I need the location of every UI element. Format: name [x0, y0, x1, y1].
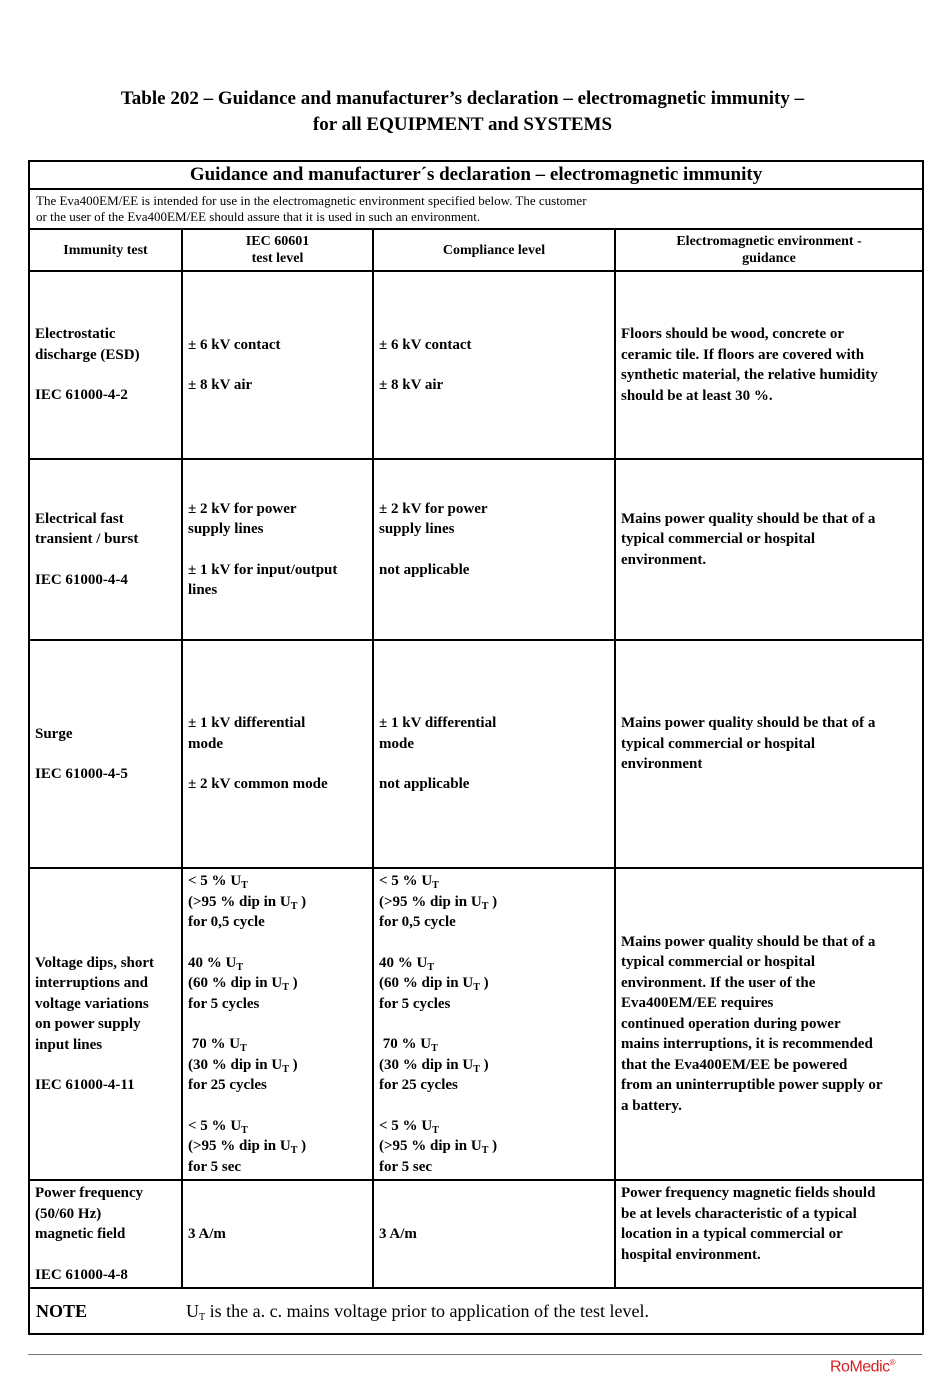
esd-test-line-1: Electrostatic [35, 326, 116, 343]
esd-test-standard: IEC 61000-4-2 [35, 387, 128, 404]
dips-comp-4-duration: for 5 sec [379, 1158, 433, 1175]
dips-comp-1-duration: for 0,5 cycle [379, 914, 456, 930]
esd-level-2: ± 8 kV air [188, 377, 253, 393]
dips-env-9: a battery. [621, 1097, 682, 1114]
intro-line-1: The Eva400EM/EE is intended for use in the electromagnetic environment specified below. The customer [36, 193, 587, 208]
iec-header-line-2: test level [251, 251, 304, 266]
eft-level-2b: lines [188, 582, 218, 598]
dips-level-2: 40 % $U_T$ [188, 954, 244, 973]
power-freq-env-2: be at levels characteristic of a typical [621, 1205, 857, 1222]
dips-test-line-4: on power supply [35, 1016, 141, 1032]
dips-test-line-2: interruptions and [35, 975, 148, 991]
esd-env-3: synthetic material, the relative humidity [621, 367, 878, 383]
power-freq-test-standard: IEC 61000-4-8 [35, 1266, 128, 1283]
intro-row [29, 189, 923, 229]
table-row-eft [29, 459, 923, 640]
note [29, 1288, 923, 1334]
dips-level-4-duration: for 5 sec [188, 1158, 242, 1175]
table-title-line-1: Table 202 – Guidance and manufacturer’s declaration – electromagnetic immunity – [120, 88, 805, 109]
dips-test-line-3: voltage variations [35, 995, 149, 1012]
power-freq-environment [615, 1180, 923, 1288]
dips-level-2-dip: (60 % dip in $U_T$ ) [188, 975, 298, 993]
iec-header-line-1: IEC 60601 [245, 234, 310, 249]
eft-env-3: environment. [621, 551, 707, 568]
surge-level-1a: ± 1 kV differential [188, 715, 306, 732]
eft-level-1b: supply lines [188, 521, 264, 537]
dips-test-line-1: Voltage dips, short [35, 954, 155, 971]
eft-level-2a: ± 1 kV for input/output [188, 561, 338, 578]
dips-level-3-duration: for 25 cycles [188, 1077, 267, 1093]
surge-environment [615, 640, 923, 868]
note-row [29, 1288, 923, 1334]
footer-divider [28, 1354, 922, 1355]
dips-comp-4-dip: (>95 % dip in $U_T$ ) [379, 1138, 498, 1156]
eft-env-1: Mains power quality should be that of a [621, 510, 876, 527]
esd-env-1: Floors should be wood, concrete or [621, 326, 845, 342]
eft-compliance [373, 459, 615, 640]
dips-comp-3-duration: for 25 cycles [379, 1077, 458, 1093]
dips-level-4-dip: (>95 % dip in $U_T$ ) [188, 1138, 307, 1156]
eft-test-level [182, 459, 373, 640]
esd-env-4: should be at least 30 %. [621, 387, 773, 404]
power-freq-test-level: 3 A/m [182, 1180, 373, 1288]
surge-env-3: environment [621, 756, 703, 772]
dips-comp-3-dip: (30 % dip in $U_T$ ) [379, 1056, 489, 1075]
surge-test-line-1: Surge [35, 725, 73, 742]
power-freq-env-4: hospital environment. [621, 1246, 761, 1263]
column-header-row [29, 229, 923, 271]
dips-level-1-dip: (>95 % dip in $U_T$ ) [188, 893, 307, 912]
surge-test [29, 640, 182, 868]
eft-env-2: typical commercial or hospital [621, 531, 816, 547]
surge-level-1b: mode [188, 735, 223, 752]
esd-environment [615, 271, 923, 459]
table-heading: Guidance and manufacturer´s declaration – electromagnetic immunity [29, 161, 923, 189]
dips-compliance [373, 868, 615, 1180]
table-row-surge [29, 640, 923, 868]
romedic-logo [830, 1358, 895, 1376]
eft-test-line-2: transient / burst [35, 531, 139, 548]
column-header-immunity-test: Immunity test [29, 229, 182, 271]
esd-test-line-2: discharge (ESD) [35, 346, 140, 363]
logo-mark: ® [889, 1358, 896, 1367]
dips-test-level [182, 868, 373, 1180]
eft-comp-2: not applicable [379, 561, 470, 578]
esd-env-2: ceramic tile. If floors are covered with [621, 346, 865, 363]
env-header-line-1: Electromagnetic environment - [676, 234, 862, 249]
dips-comp-3: 70 % $U_T$ [379, 1036, 438, 1054]
eft-test [29, 459, 182, 640]
esd-level-1: ± 6 kV contact [188, 336, 281, 353]
surge-comp-2: not applicable [379, 776, 470, 793]
eft-comp-1b: supply lines [379, 521, 455, 537]
surge-comp-1a: ± 1 kV differential [379, 715, 497, 732]
dips-env-1: Mains power quality should be that of a [621, 933, 876, 950]
dips-test-line-5: input lines [35, 1036, 103, 1053]
logo-text: RoMedic [830, 1358, 890, 1376]
dips-level-1: < 5 % $U_T$ [188, 873, 248, 891]
dips-comp-1-dip: (>95 % dip in $U_T$ ) [379, 893, 498, 912]
esd-test-level [182, 271, 373, 459]
table-heading-row [29, 161, 923, 189]
dips-level-2-duration: for 5 cycles [188, 995, 260, 1012]
dips-env-2: typical commercial or hospital [621, 954, 816, 971]
note-text: $U_T$ is the a. c. mains voltage prior to application of the test level. [186, 1301, 649, 1323]
dips-environment [615, 868, 923, 1180]
env-header-line-2: guidance [742, 251, 796, 266]
power-freq-test-line-1: Power frequency [35, 1185, 144, 1201]
power-freq-test-line-2: (50/60 Hz) [35, 1205, 102, 1222]
table-row-voltage-dips [29, 868, 923, 1180]
power-freq-test-line-3: magnetic field [35, 1226, 126, 1242]
dips-env-6: mains interruptions, it is recommended [621, 1036, 873, 1053]
column-header-environment [615, 229, 923, 271]
eft-test-standard: IEC 61000-4-4 [35, 571, 128, 588]
dips-level-3-dip: (30 % dip in $U_T$ ) [188, 1056, 298, 1075]
surge-level-2: ± 2 kV common mode [188, 776, 328, 793]
table-row-power-frequency [29, 1180, 923, 1288]
eft-comp-1a: ± 2 kV for power [379, 500, 488, 517]
table-row-esd [29, 271, 923, 459]
esd-test [29, 271, 182, 459]
column-header-compliance-level: Compliance level [373, 229, 615, 271]
power-freq-compliance: 3 A/m [373, 1180, 615, 1288]
dips-level-1-duration: for 0,5 cycle [188, 914, 265, 930]
surge-test-standard: IEC 61000-4-5 [35, 766, 128, 782]
eft-test-line-1: Electrical fast [35, 510, 124, 527]
dips-comp-1: < 5 % $U_T$ [379, 873, 439, 891]
surge-env-1: Mains power quality should be that of a [621, 715, 876, 731]
intro-line-2: or the user of the Eva400EM/EE should assure that it is used in such an environment. [36, 209, 481, 224]
surge-comp-1b: mode [379, 735, 414, 752]
surge-test-level [182, 640, 373, 868]
surge-compliance [373, 640, 615, 868]
dips-level-3: 70 % $U_T$ [188, 1036, 247, 1054]
dips-env-7: that the Eva400EM/EE be powered [621, 1056, 848, 1073]
dips-comp-2-duration: for 5 cycles [379, 995, 451, 1012]
esd-compliance [373, 271, 615, 459]
intro-text [29, 189, 923, 229]
esd-comp-1: ± 6 kV contact [379, 336, 472, 353]
dips-level-4: < 5 % $U_T$ [188, 1117, 248, 1136]
eft-level-1a: ± 2 kV for power [188, 500, 297, 517]
dips-comp-2: 40 % $U_T$ [379, 954, 435, 973]
emc-immunity-table [28, 160, 924, 1335]
power-freq-env-3: location in a typical commercial or [621, 1226, 843, 1242]
note-label: NOTE [36, 1301, 88, 1321]
eft-environment [615, 459, 923, 640]
dips-env-4: Eva400EM/EE requires [621, 995, 774, 1012]
dips-test [29, 868, 182, 1180]
dips-comp-4: < 5 % $U_T$ [379, 1117, 439, 1136]
column-header-iec-test-level [182, 229, 373, 271]
esd-comp-2: ± 8 kV air [379, 377, 444, 393]
table-title-line-2: for all EQUIPMENT and SYSTEMS [312, 114, 613, 135]
power-freq-env-1: Power frequency magnetic fields should [621, 1185, 876, 1201]
dips-env-3: environment. If the user of the [621, 974, 816, 991]
dips-comp-2-dip: (60 % dip in $U_T$ ) [379, 975, 489, 993]
power-freq-test [29, 1180, 182, 1288]
dips-env-8: from an uninterruptible power supply or [621, 1077, 883, 1094]
dips-env-5: continued operation during power [621, 1015, 841, 1032]
surge-env-2: typical commercial or hospital [621, 735, 816, 752]
dips-test-standard: IEC 61000-4-11 [35, 1077, 135, 1093]
